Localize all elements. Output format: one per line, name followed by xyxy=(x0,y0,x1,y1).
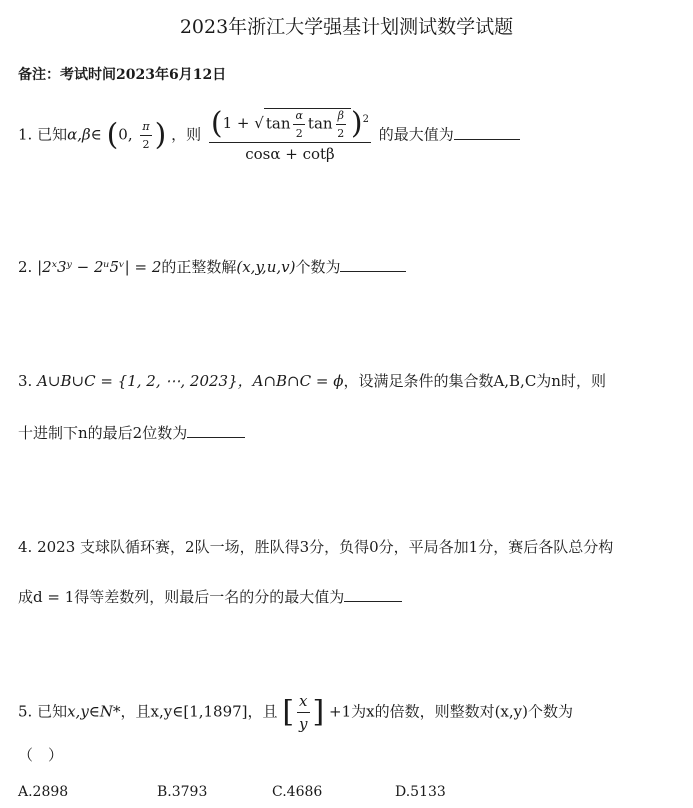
question-3-line-1 xyxy=(18,370,606,391)
q1-denominator: cosα + cotβ xyxy=(245,145,335,163)
q3-text-1: ，设满足条件的集合数A,B,C为n时，则 xyxy=(343,372,606,390)
q2-prefix: 2. xyxy=(18,258,33,276)
q3-answer-blank xyxy=(187,423,245,438)
q5-answer-paren: （ ） xyxy=(18,746,64,764)
q1-prefix: 1. 已知 xyxy=(18,125,68,144)
q5-floor-open: [ xyxy=(282,694,295,730)
q5-prefix: 5. 已知 xyxy=(18,702,68,721)
q1-interval-start: 0, xyxy=(118,125,138,144)
question-4-line-2 xyxy=(18,586,402,607)
q5-floor-close: ] xyxy=(312,694,325,730)
choice-b: B.3793 xyxy=(157,784,208,800)
question-3-line-2 xyxy=(18,422,245,443)
q1-vars: α,β∈ xyxy=(67,125,102,144)
q1-numerator: (1 + √ tan $\frac{\alpha}{2}$ tan $\frac{\beta}{2}$ )$^2$ xyxy=(210,106,370,141)
q1-fraction xyxy=(209,108,371,163)
q4-answer-blank xyxy=(344,587,402,602)
q2-expression: |2ˣ3ʸ − 2ᵘ5ᵛ| = 2 xyxy=(37,258,162,276)
q1-pi-over-2: $\frac{\pi}{2}$ xyxy=(142,120,150,151)
q2-suffix: 个数为 xyxy=(295,258,341,276)
q2-answer-blank xyxy=(340,257,406,272)
q3-text-2: 十进制下n的最后2位数为 xyxy=(18,424,188,442)
q1-then: ，则 xyxy=(171,125,202,144)
choice-d: D.5133 xyxy=(395,784,446,800)
q5-range: ，且x,y∈[1,1897]，且 xyxy=(120,702,278,721)
choice-c: C.4686 xyxy=(272,784,323,800)
question-1 xyxy=(18,108,520,163)
q5-rest: +1为x的倍数，则整数对(x,y)个数为 xyxy=(329,702,573,721)
q3-prefix: 3. xyxy=(18,372,33,390)
page-title: 2023年浙江大学强基计划测试数学试题 xyxy=(179,16,514,38)
exam-note: 备注：考试时间2023年6月12日 xyxy=(18,67,227,83)
choice-a: A.2898 xyxy=(18,784,69,800)
question-4-line-1: 4. 2023 支球队循环赛，2队一场，胜队得3分，负得0分，平局各加1分，赛后各队总分构 xyxy=(18,538,614,556)
q3-union: A∪B∪C = {1, 2, ⋯, 2023} xyxy=(37,372,238,390)
question-2 xyxy=(18,256,406,277)
q5-floor-fraction: $\frac{x}{y}$ xyxy=(299,692,308,733)
q1-close-paren: ) xyxy=(154,117,167,153)
question-5 xyxy=(18,692,573,733)
q5-vars: x,y∈N* xyxy=(67,702,121,721)
q2-mid: 的正整数解 xyxy=(161,258,237,276)
q2-tuple: (x,y,u,v) xyxy=(236,258,296,276)
q1-open-paren: ( xyxy=(106,117,119,153)
q3-intersection: ，A∩B∩C = ϕ xyxy=(237,372,344,390)
q1-suffix: 的最大值为 xyxy=(378,125,454,144)
q4-text-2: 成d = 1得等差数列，则最后一名的分的最大值为 xyxy=(18,588,345,606)
q1-answer-blank xyxy=(454,125,520,140)
